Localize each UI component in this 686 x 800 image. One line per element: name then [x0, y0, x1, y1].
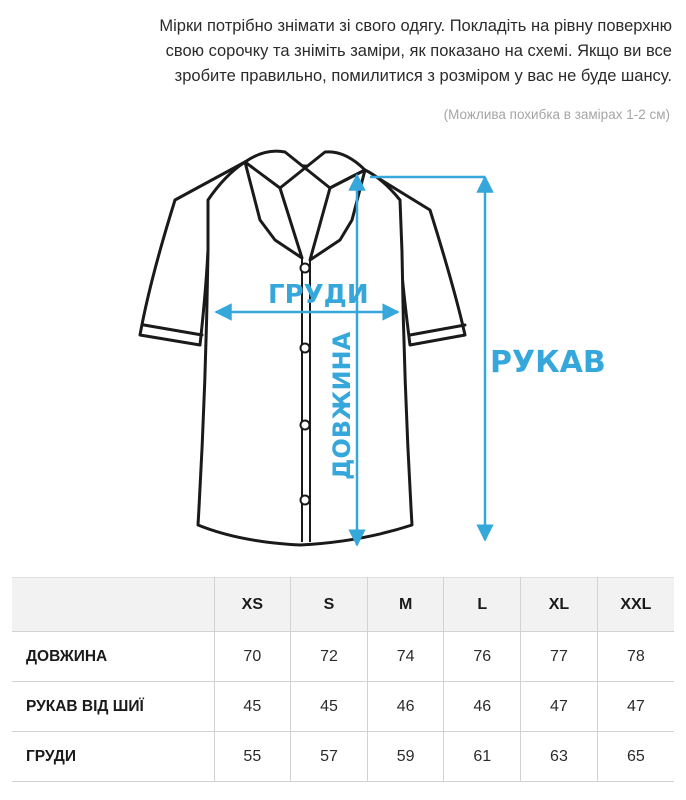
size-column-header: M — [367, 578, 444, 632]
shirt-illustration — [120, 140, 606, 560]
table-cell: 46 — [444, 682, 521, 732]
shirt-diagram — [120, 140, 606, 560]
table-cell: 59 — [367, 732, 444, 782]
size-column-header: XXL — [597, 578, 674, 632]
table-row — [12, 632, 674, 682]
size-header-row — [12, 578, 674, 632]
intro-line: зробите правильно, помилитися з розміром у вас не буде шансу. — [174, 67, 672, 85]
table-cell: 46 — [367, 682, 444, 732]
table-cell: 55 — [214, 732, 291, 782]
intro-line: Мірки потрібно знімати зі свого одягу. Покладіть на рівну поверхню — [159, 17, 672, 35]
table-cell: 70 — [214, 632, 291, 682]
table-cell: 74 — [367, 632, 444, 682]
size-column-header: XS — [214, 578, 291, 632]
chest-label: ГРУДИ — [268, 280, 369, 310]
table-cell: 45 — [291, 682, 368, 732]
table-cell: 47 — [597, 682, 674, 732]
size-column-header: S — [291, 578, 368, 632]
intro-text — [12, 14, 672, 89]
table-cell: 63 — [521, 732, 598, 782]
table-row — [12, 682, 674, 732]
size-column-header: L — [444, 578, 521, 632]
table-cell: 45 — [214, 682, 291, 732]
measurement-note: (Можлива похибка в замірах 1-2 см) — [443, 107, 670, 122]
table-cell: 72 — [291, 632, 368, 682]
size-table — [12, 577, 674, 782]
table-cell: 78 — [597, 632, 674, 682]
table-cell: 57 — [291, 732, 368, 782]
table-row — [12, 732, 674, 782]
length-label: ДОВЖИНА — [328, 331, 356, 480]
row-label: ГРУДИ — [12, 732, 214, 782]
intro-line: свою сорочку та зніміть заміри, як показано на схемі. Якщо ви все — [165, 42, 672, 60]
table-cell: 65 — [597, 732, 674, 782]
table-corner — [12, 578, 214, 632]
table-cell: 76 — [444, 632, 521, 682]
row-label: РУКАВ ВІД ШИЇ — [12, 682, 214, 732]
sleeve-label: РУКАВ — [490, 345, 606, 380]
table-cell: 77 — [521, 632, 598, 682]
row-label: ДОВЖИНА — [12, 632, 214, 682]
size-column-header: XL — [521, 578, 598, 632]
table-cell: 47 — [521, 682, 598, 732]
table-cell: 61 — [444, 732, 521, 782]
